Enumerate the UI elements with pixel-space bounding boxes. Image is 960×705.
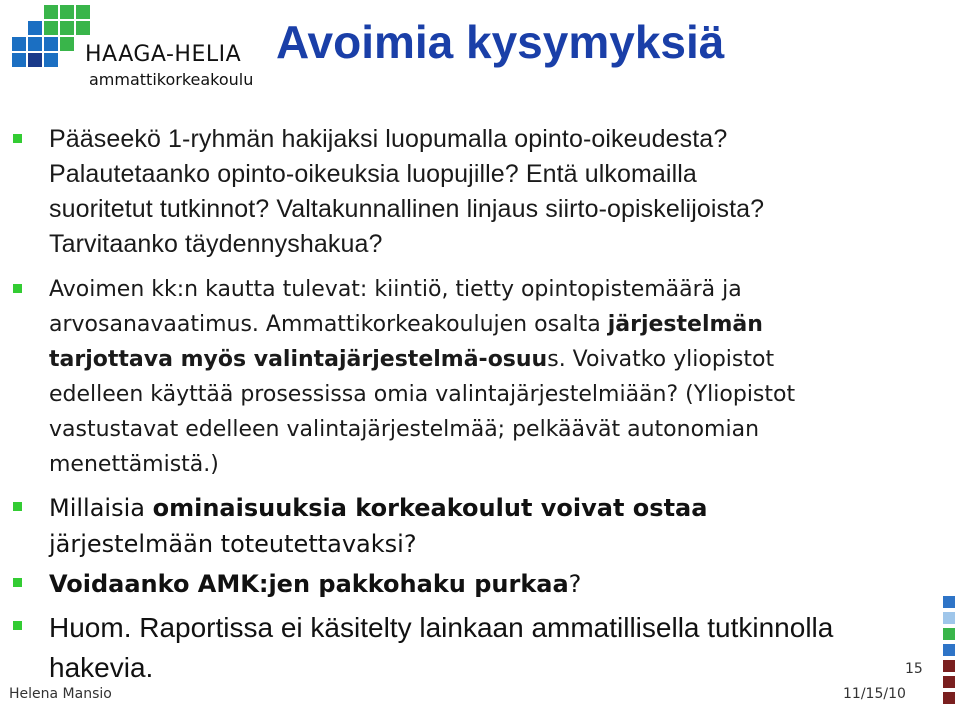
bullet-1-line-2: Palautetaanko opinto-oikeuksia luopujille? Entä ulkomailla [49,160,697,188]
bullet-2-line-2: arvosanavaatimus. Ammattikorkeakoulujen osalta järjestelmän [49,312,763,337]
bullet-icon [13,578,22,587]
bullet-1-line-4: Tarvitaanko täydennyshakua? [49,230,383,258]
bullet-item-4 [0,566,935,604]
page-number: 15 [905,661,923,677]
logo-name: HAAGA-HELIA [85,42,242,67]
bullet-2-line-6: menettämistä.) [49,452,219,477]
bullet-icon [13,621,22,630]
footer-date: 11/15/10 [843,686,906,702]
bullet-icon [13,134,22,143]
footer-author: Helena Mansio [9,686,112,702]
bullet-4-bold: Voidaanko AMK:jen pakkohaku purkaa [49,570,569,598]
bullet-item-1 [0,122,935,262]
bullet-2-line-3: tarjottava myös valintajärjestelmä-osuus. Voivatko yliopistot [49,347,775,372]
bullet-3-bold: ominaisuuksia korkeakoulut voivat ostaa [152,494,708,522]
haaga-helia-logo [2,0,254,95]
bullet-icon [13,502,22,511]
bullet-1-line-1: Pääseekö 1-ryhmän hakijaksi luopumalla opinto-oikeudesta? [49,125,728,153]
bullet-3-line-2: järjestelmään toteutettavaksi? [49,530,417,558]
bullet-item-5 [0,608,935,688]
bullet-5-line-1: Huom. Raportissa ei käsitelty lainkaan ammatillisella tutkinnolla [49,612,834,643]
bullet-1-line-3: suoritetut tutkinnot? Valtakunnallinen linjaus siirto-opiskelijoista? [49,195,765,223]
decorative-squares-icon [941,596,960,705]
bullet-2-line-1: Avoimen kk:n kautta tulevat: kiintiö, tietty opintopistemäärä ja [49,277,742,302]
bullet-item-3 [0,490,935,562]
slide-title: Avoimia kysymyksiä [276,16,725,68]
bullet-icon [13,284,22,293]
bullet-item-2 [0,272,935,487]
bullet-2-bold-1: järjestelmän [607,312,763,337]
bullet-3-line-1: Millaisia ominaisuuksia korkeakoulut voivat ostaa [49,494,708,522]
bullet-4-line-1: Voidaanko AMK:jen pakkohaku purkaa? [49,570,582,598]
bullet-2-line-4: edelleen käyttää prosessissa omia valintajärjestelmiään? (Yliopistot [49,382,796,407]
bullet-5-line-2: hakevia. [49,652,154,683]
logo-subtitle: ammattikorkeakoulu [89,70,254,89]
bullet-2-line-5: vastustavat edelleen valintajärjestelmää; pelkäävät autonomian [49,417,760,442]
bullet-2-bold-2: tarjottava myös valintajärjestelmä-osuu [49,347,548,372]
